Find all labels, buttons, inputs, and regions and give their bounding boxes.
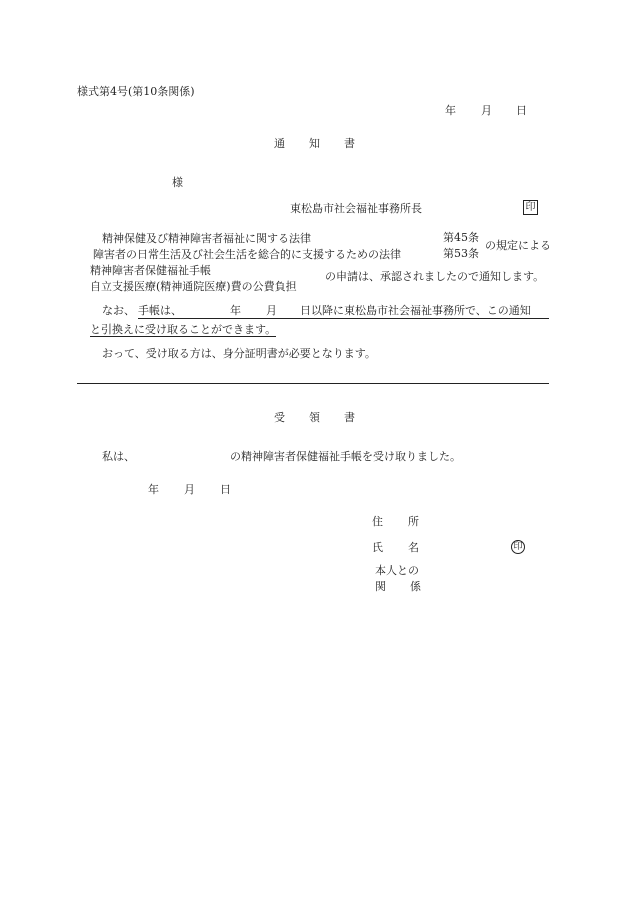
address-label-1: 住 [372,515,383,528]
para2-prefix: なお、 [102,304,135,317]
seal-stamp: 印 [523,200,538,215]
receipt-date-year: 年 [148,483,159,496]
para2-handbook: 手帳は、 [138,304,182,317]
receipt-date-day: 日 [220,483,231,496]
receipt-date-month: 月 [184,483,195,496]
notice-date-month: 月 [481,104,492,117]
form-number: 様式第4号(第10条関係) [77,85,195,98]
law-name-2: 障害者の日常生活及び社会生活を総合的に支援するための法律 [93,248,401,261]
relation-label-2a: 関 [375,580,386,593]
law-name-1: 精神保健及び精神障害者福祉に関する法律 [102,232,311,245]
para2-month: 月 [266,304,277,317]
divider-line [77,383,549,384]
addressee-suffix: 様 [172,176,183,189]
para2-underlined: と引換えに受け取ることができます。 [90,323,277,336]
name-label-2: 名 [408,541,419,554]
receipt-title-char-2: 領 [309,411,320,424]
receipt-title-char-3: 書 [344,411,355,424]
application-item-1: 精神障害者保健福祉手帳 [90,264,211,277]
receipt-statement-prefix: 私は、 [102,450,135,463]
law-article-2: 第53条 [443,247,479,260]
receipt-title-char-1: 受 [274,411,285,424]
seal-circle-icon: 印 [511,540,525,554]
approval-text: の申請は、承認されましたので通知します。 [325,270,545,283]
law-article-1: 第45条 [443,231,479,244]
relation-label-line1: 本人との [375,564,419,577]
para3-text: おって、受け取る方は、身分証明書が必要となります。 [102,347,376,360]
para2-text-line2 [90,324,276,335]
relation-label-2b: 係 [410,580,421,593]
name-label-1: 氏 [372,541,383,554]
notice-date-day: 日 [516,104,527,117]
address-label-2: 所 [408,515,419,528]
notice-title-char-2: 知 [309,137,320,150]
notice-title-char-3: 書 [344,137,355,150]
para2-text-cont: 日以降に東松島市社会福祉事務所で、この通知 [300,304,531,317]
provision-text: の規定による [485,239,551,252]
notice-title-char-1: 通 [274,137,285,150]
receipt-statement: の精神障害者保健福祉手帳を受け取りました。 [230,450,461,463]
para2-year: 年 [230,304,241,317]
notice-date-year: 年 [445,104,456,117]
sender-name: 東松島市社会福祉事務所長 [290,202,422,215]
application-item-2: 自立支援医療(精神通院医療)費の公費負担 [90,280,297,293]
